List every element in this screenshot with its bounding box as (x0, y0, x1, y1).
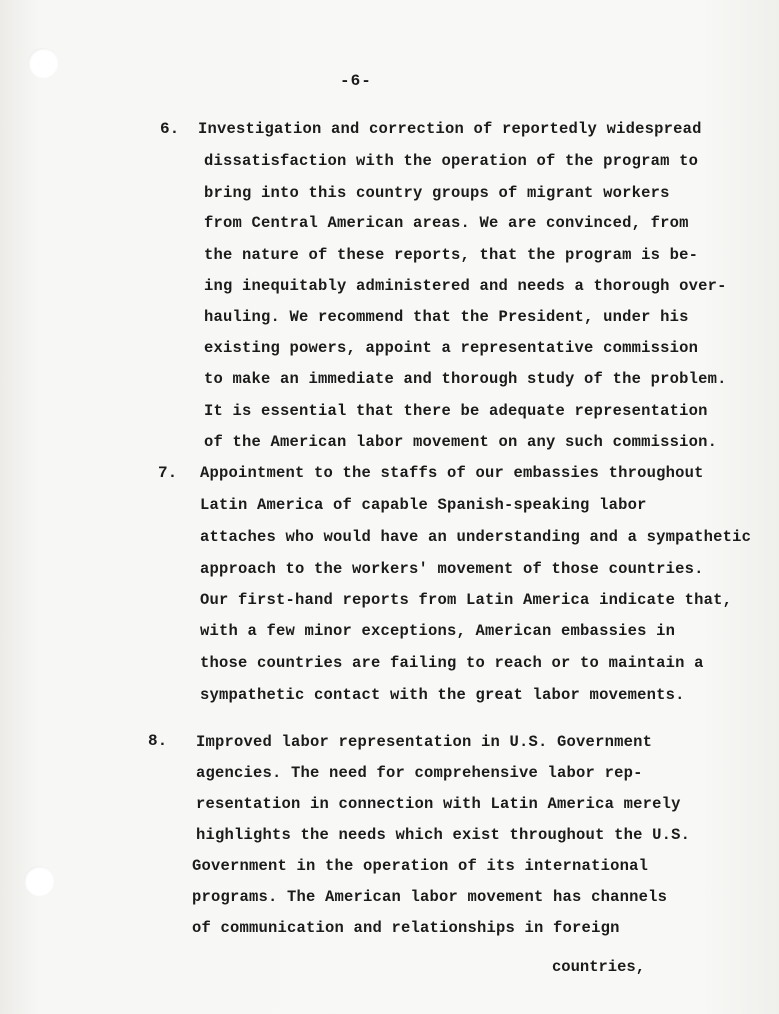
text-line: resentation in connection with Latin America merely (196, 795, 681, 813)
text-line: Appointment to the staffs of our embassies throughout (200, 464, 704, 482)
text-line: highlights the needs which exist throughout the U.S. (196, 826, 691, 844)
text-line: of the American labor movement on any such commission. (204, 433, 718, 451)
text-line: Government in the operation of its international (192, 857, 649, 875)
text-line: Our first-hand reports from Latin America indicate that, (200, 591, 733, 609)
text-line: with a few minor exceptions, American embassies in (200, 622, 676, 640)
item-number: 8. (148, 732, 168, 750)
text-line: dissatisfaction with the operation of the program to (204, 152, 699, 170)
text-line: hauling. We recommend that the President, under his (204, 308, 689, 326)
text-line: to make an immediate and thorough study of the problem. (204, 370, 727, 388)
continuation-word: countries, (552, 958, 646, 976)
text-line: programs. The American labor movement has channels (192, 888, 668, 906)
text-line: agencies. The need for comprehensive labor rep- (196, 764, 643, 782)
text-line: those countries are failing to reach or to maintain a (200, 654, 704, 672)
text-line: approach to the workers' movement of those countries. (200, 560, 704, 578)
page-number: -6- (340, 72, 372, 90)
text-line: Latin America of capable Spanish-speaking labor (200, 496, 647, 514)
punch-hole (28, 48, 58, 78)
text-line: ing inequitably administered and needs a thorough over- (204, 277, 727, 295)
text-line: It is essential that there be adequate representation (204, 402, 708, 420)
text-line: Investigation and correction of reportedly widespread (198, 120, 702, 138)
punch-hole (24, 866, 54, 896)
text-line: of communication and relationships in foreign (192, 919, 620, 937)
text-line: the nature of these reports, that the program is be- (204, 246, 699, 264)
text-line: existing powers, appoint a representative commission (204, 339, 699, 357)
text-line: sympathetic contact with the great labor movements. (200, 686, 685, 704)
item-number: 7. (158, 464, 178, 482)
item-number: 6. (160, 120, 180, 138)
text-line: Improved labor representation in U.S. Government (196, 733, 653, 751)
text-line: attaches who would have an understanding and a sympathetic (200, 528, 752, 546)
text-line: bring into this country groups of migrant workers (204, 184, 670, 202)
text-line: from Central American areas. We are convinced, from (204, 214, 689, 232)
